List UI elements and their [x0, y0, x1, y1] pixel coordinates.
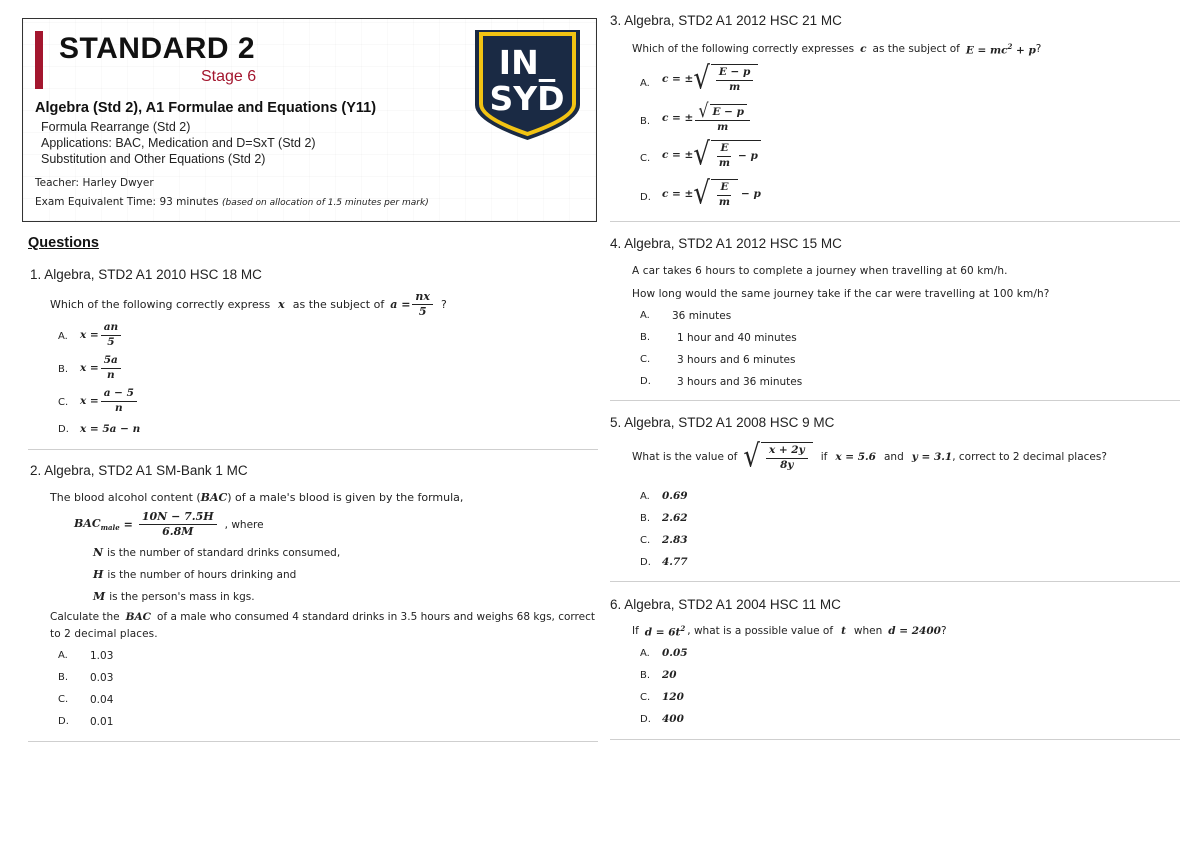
q3-prompt-end: ?: [1035, 43, 1042, 56]
q5-prompt-post: , correct to 2 decimal places?: [952, 450, 1107, 463]
q5-xeq: x = 5.6: [835, 450, 876, 463]
q2-formula: [74, 511, 264, 538]
q2-def-h: [93, 568, 296, 581]
q6-option-d-label[interactable]: D.: [640, 714, 651, 725]
q6-divider: [610, 739, 1180, 740]
q4-title: 4. Algebra, STD2 A1 2012 HSC 15 MC: [610, 236, 842, 251]
q3-option-c-tail: − p: [738, 150, 758, 163]
q1-num: nx: [412, 291, 433, 305]
q5-title: 5. Algebra, STD2 A1 2008 HSC 9 MC: [610, 415, 835, 430]
q6-option-b[interactable]: 20: [662, 669, 677, 681]
q1-prompt: [50, 291, 447, 318]
q3-option-b[interactable]: [662, 99, 752, 134]
q2-formula-eq: =: [123, 518, 133, 532]
q1-den: 5: [418, 305, 427, 319]
q2-def-n: [93, 546, 340, 559]
teacher-line: [35, 177, 154, 189]
q1-option-b-label[interactable]: B.: [58, 364, 69, 375]
q3-option-a-label[interactable]: A.: [640, 78, 650, 89]
q1-option-a[interactable]: [80, 322, 123, 348]
q1-option-d[interactable]: [80, 423, 140, 435]
q2-option-c[interactable]: 0.04: [90, 694, 114, 706]
q3-option-a[interactable]: [662, 60, 758, 97]
q3-divider: [610, 221, 1180, 222]
insyd-logo: [475, 30, 580, 140]
q1-prompt-pre: Which of the following correctly express: [50, 298, 271, 312]
q6-formula: [645, 624, 685, 639]
q1-option-b-fraction: [101, 355, 121, 381]
q3-option-a-lhs: c = ±: [662, 72, 694, 85]
q6-option-c-label[interactable]: C.: [640, 692, 651, 703]
q4-option-a-label[interactable]: A.: [640, 310, 650, 321]
q1-option-c-fraction: [101, 388, 137, 414]
q3-option-d-label[interactable]: D.: [640, 192, 651, 203]
q4-option-d-label[interactable]: D.: [640, 376, 651, 387]
q3-formula-base: E = mc: [965, 44, 1008, 57]
q6-prompt: [632, 624, 947, 639]
q2-intro-pre: The blood alcohol content (: [50, 491, 201, 504]
q3-option-d-tail: − p: [741, 187, 761, 200]
q3-option-d[interactable]: [662, 175, 761, 212]
q1-title: 1. Algebra, STD2 A1 2010 HSC 18 MC: [30, 267, 262, 282]
q2-intro-post: ) of a male's blood is given by the formula,: [227, 491, 464, 504]
q6-option-c[interactable]: 120: [662, 691, 684, 703]
q1-divider: [28, 449, 598, 450]
q4-option-c-label[interactable]: C.: [640, 354, 651, 365]
q2-option-b[interactable]: 0.03: [90, 672, 114, 684]
q6-if: If: [632, 625, 639, 638]
q2-calc-var: BAC: [125, 611, 151, 623]
q2-divider: [28, 741, 598, 742]
q3-option-c-lhs: c = ±: [662, 148, 694, 161]
q6-end: ?: [940, 625, 947, 638]
q6-formula-base: d = 6t: [644, 626, 681, 639]
q1-var: x: [278, 298, 285, 312]
q6-option-a[interactable]: 0.05: [662, 647, 688, 659]
q1-fraction: [412, 291, 433, 318]
q1-option-a-label[interactable]: A.: [58, 331, 68, 342]
q5-option-a-label[interactable]: A.: [640, 491, 650, 502]
q3-option-d-sqrt: √ $\frac{E}{m}$: [693, 179, 738, 208]
q3-formula-tail: + p: [1016, 44, 1036, 57]
q4-option-b[interactable]: 1 hour and 40 minutes: [677, 332, 797, 344]
q2-def-h-var: H: [93, 568, 104, 581]
q5-yeq: y = 3.1: [911, 450, 953, 463]
q1-option-b-lhs: x =: [80, 362, 99, 375]
q5-den: 8y: [780, 458, 794, 471]
q1-tail: ?: [440, 298, 447, 312]
q5-num: x + 2y: [766, 445, 808, 459]
q6-var: t: [841, 625, 846, 638]
subtopic-2: Applications: BAC, Medication and D=SxT (Std 2): [41, 136, 316, 150]
q1-lhs: a =: [390, 298, 411, 312]
q5-option-d-label[interactable]: D.: [640, 557, 651, 568]
q2-option-d-label[interactable]: D.: [58, 716, 69, 727]
q5-option-c-label[interactable]: C.: [640, 535, 651, 546]
q2-option-b-label[interactable]: B.: [58, 672, 69, 683]
q2-def-m-text: is the person's mass in kgs.: [109, 590, 255, 603]
q6-option-b-label[interactable]: B.: [640, 670, 651, 681]
q1-option-b-den: n: [106, 368, 115, 381]
q3-var: c: [860, 43, 867, 56]
q3-option-c[interactable]: [662, 136, 761, 173]
q3-prompt-pre: Which of the following correctly expresses: [632, 43, 855, 56]
q1-option-c-num: a − 5: [101, 388, 137, 402]
q6-mid: , what is a possible value of: [687, 625, 834, 638]
q3-option-b-fraction: [695, 99, 750, 134]
q1-option-b[interactable]: [80, 355, 123, 381]
q6-option-a-label[interactable]: A.: [640, 648, 650, 659]
q2-option-c-label[interactable]: C.: [58, 694, 69, 705]
exam-time-label: Exam Equivalent Time:: [35, 196, 157, 208]
q6-formula-exp: 2: [680, 624, 686, 633]
q3-option-c-den: m: [718, 156, 731, 169]
q2-def-n-text: is the number of standard drinks consumed,: [107, 546, 341, 559]
q3-option-b-num: E − p: [710, 104, 747, 119]
topic-title: Algebra (Std 2), A1 Formulae and Equations (Y11): [35, 100, 377, 116]
q3-option-c-sqrt: √ $\frac{E}{m}$ − p: [693, 140, 761, 169]
q4-option-c[interactable]: 3 hours and 6 minutes: [677, 354, 796, 366]
q5-prompt: [632, 438, 1107, 475]
q1-option-d-label[interactable]: D.: [58, 424, 69, 435]
q4-option-d[interactable]: 3 hours and 36 minutes: [677, 376, 803, 388]
q1-option-c-den: n: [115, 401, 123, 414]
accent-bar: [35, 31, 43, 89]
q4-line2: How long would the same journey take if the car were travelling at 100 km/h?: [632, 288, 1050, 300]
q5-if: if: [820, 450, 828, 463]
q2-def-m-var: M: [93, 590, 106, 603]
q3-option-b-lhs: c = ±: [662, 112, 694, 125]
q5-divider: [610, 581, 1180, 582]
q2-title: 2. Algebra, STD2 A1 SM-Bank 1 MC: [30, 463, 248, 478]
q2-formula-den: 6.8M: [162, 525, 194, 539]
q4-divider: [610, 400, 1180, 401]
q5-option-a[interactable]: 0.69: [662, 490, 688, 502]
q2-calc-line2: to 2 decimal places.: [50, 628, 158, 640]
q3-prompt-mid: as the subject of: [872, 43, 960, 56]
q5-prompt-pre: What is the value of: [632, 450, 738, 463]
q3-option-a-sqrt: √ $\frac{E - p}{m}$: [693, 64, 758, 93]
q2-option-a[interactable]: 1.03: [90, 650, 114, 662]
q2-def-h-text: is the number of hours drinking and: [107, 568, 297, 581]
q4-option-b-label[interactable]: B.: [640, 332, 651, 343]
q3-option-b-num-wrap: √ E − p: [695, 103, 750, 121]
q2-formula-fraction: [139, 511, 217, 538]
q3-option-d-num: E: [717, 182, 731, 196]
q4-line1: A car takes 6 hours to complete a journey when travelling at 60 km/h.: [632, 265, 1008, 277]
exam-time-value: 93 minutes: [159, 196, 219, 208]
q1-option-b-num: 5a: [101, 355, 121, 369]
q3-option-d-den: m: [718, 195, 731, 208]
q1-option-a-num: an: [101, 322, 121, 336]
questions-heading: Questions: [28, 235, 99, 251]
q3-title: 3. Algebra, STD2 A1 2012 HSC 21 MC: [610, 13, 842, 28]
q5-option-b-label[interactable]: B.: [640, 513, 651, 524]
q5-option-d[interactable]: 4.77: [662, 556, 688, 568]
q2-def-n-var: N: [93, 546, 104, 559]
q2-option-d[interactable]: 0.01: [90, 716, 114, 728]
exam-time-line: [35, 196, 429, 208]
subtopic-1: Formula Rearrange (Std 2): [41, 120, 191, 134]
q3-option-d-lhs: c = ±: [662, 187, 694, 200]
q6-title: 6. Algebra, STD2 A1 2004 HSC 11 MC: [610, 597, 841, 612]
q3-option-b-label[interactable]: B.: [640, 116, 651, 127]
q1-option-c-lhs: x =: [80, 395, 99, 408]
q1-option-a-den: 5: [107, 335, 115, 348]
teacher-name: Harley Dwyer: [82, 177, 154, 189]
q4-option-a[interactable]: 36 minutes: [672, 310, 732, 322]
q2-formula-num: 10N − 7.5H: [139, 511, 217, 525]
q3-formula: [966, 42, 1036, 57]
q3-option-a-den: m: [729, 80, 741, 93]
stage-label: Stage 6: [201, 68, 257, 85]
logo-text-bottom: SYD: [489, 79, 565, 118]
q2-calc: [50, 611, 595, 623]
course-title: STANDARD 2: [59, 32, 256, 65]
q6-deq: d = 2400: [888, 625, 941, 638]
q2-formula-tail: , where: [224, 518, 264, 531]
subtopic-3: Substitution and Other Equations (Std 2): [41, 152, 266, 166]
q3-option-b-den: m: [717, 121, 729, 133]
q3-option-a-num: E − p: [716, 67, 753, 81]
q5-sqrt: √ $\frac{x + 2y}{8y}$: [743, 442, 812, 471]
q3-option-c-num: E: [717, 143, 731, 157]
q2-formula-lhs: [74, 517, 120, 532]
q2-def-m: [93, 590, 255, 603]
q1-option-d-lhs: x = 5a − n: [80, 423, 141, 435]
q2-intro: [50, 491, 463, 504]
q1-option-c-label[interactable]: C.: [58, 397, 69, 408]
q3-option-c-label[interactable]: C.: [640, 153, 651, 164]
q2-calc-post: of a male who consumed 4 standard drinks in 3.5 hours and weighs 68 kgs, correct: [157, 611, 595, 623]
q1-prompt-mid: as the subject of: [292, 298, 385, 312]
q2-option-a-label[interactable]: A.: [58, 650, 68, 661]
q6-option-d[interactable]: 400: [662, 713, 684, 725]
q5-and: and: [883, 450, 904, 463]
q5-option-b[interactable]: 2.62: [662, 512, 688, 524]
teacher-label: Teacher:: [35, 177, 80, 189]
q2-calc-pre: Calculate the: [50, 611, 120, 623]
q5-option-c[interactable]: 2.83: [662, 534, 688, 546]
q3-formula-exp: 2: [1007, 42, 1013, 51]
q1-option-a-fraction: [101, 322, 121, 348]
q3-prompt: [632, 42, 1041, 57]
q6-when: when: [853, 625, 883, 638]
logo-text-top: IN_: [498, 43, 556, 82]
exam-time-note: (based on allocation of 1.5 minutes per mark): [221, 198, 429, 208]
q1-option-a-lhs: x =: [80, 329, 99, 342]
q1-option-c[interactable]: [80, 388, 139, 414]
q2-intro-var: BAC: [200, 491, 228, 504]
q2-formula-sub: male: [100, 523, 120, 533]
q2-formula-lhs-var: BAC: [74, 517, 101, 530]
